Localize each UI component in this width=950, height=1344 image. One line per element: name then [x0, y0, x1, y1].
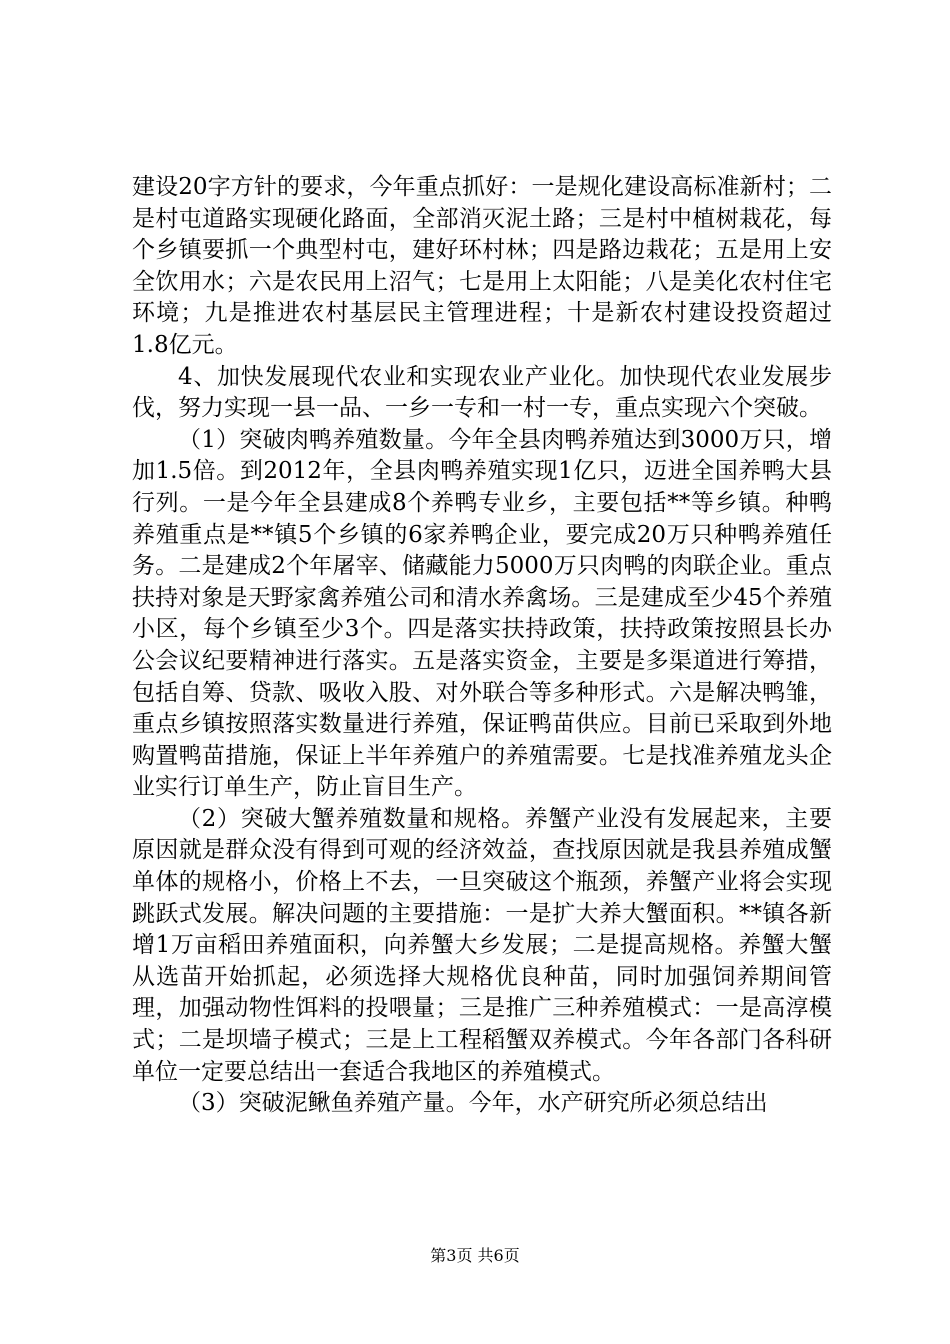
paragraph-loach-breeding: （3）突破泥鳅鱼养殖产量。今年，水产研究所必须总结出 — [178, 1090, 768, 1117]
paragraph-modern-agriculture: 4、加快发展现代农业和实现农业产业化。加快现代农业发展步伐，努力实现一县一品、一乡一专和一村一专，重点实现六个突破。 — [132, 363, 832, 422]
page-number-footer: 第3页 共6页 — [430, 1246, 520, 1265]
paragraph-duck-breeding: （1）突破肉鸭养殖数量。今年全县肉鸭养殖达到3000万只，增加1.5倍。到2012年，全县肉鸭养殖实现1亿只，迈进全国养鸭大县行列。一是今年全县建成8个养鸭专业乡，主要包括**等乡镇。种鸭养殖重点是**镇5个乡镇的6家养鸭企业，要完成20万只种鸭养殖任务。二是建成2个年屠宰、储藏能力5000万只肉鸭的肉联企业。重点扶持对象是天野家禽养殖公司和清水养禽场。三是建成至少45个养殖小区，每个乡镇至少3个。四是落实扶持政策，扶持政策按照县长办公会议纪要精神进行落实。五是落实资金，主要是多渠道进行筹措，包括自筹、贷款、吸收入股、对外联合等多种形式。六是解决鸭雏，重点乡镇按照落实数量进行养殖，保证鸭苗供应。目前已采取到外地购置鸭苗措施，保证上半年养殖户的养殖需要。七是找准养殖龙头企业实行订单生产，防止盲目生产。 — [132, 426, 832, 801]
paragraph-crab-breeding: （2）突破大蟹养殖数量和规格。养蟹产业没有发展起来，主要原因就是群众没有得到可观的经济效益，查找原因就是我县养殖成蟹单体的规格小，价格上不去，一旦突破这个瓶颈，养蟹产业将会实现跳跃式发展。解决问题的主要措施：一是扩大养大蟹面积。**镇各新增1万亩稻田养殖面积，向养蟹大乡发展；二是提高规格。养蟹大蟹从选苗开始抓起，必须选择大规格优良种苗，同时加强饲养期间管理，加强动物性饵料的投喂量；三是推广三种养殖模式：一是高淳模式；二是坝墙子模式；三是上工程稻蟹双养模式。今年各部门各科研单位一定要总结出一套适合我地区的养殖模式。 — [132, 805, 832, 1085]
paragraph-new-village-tasks: 建设20字方针的要求，今年重点抓好：一是规化建设高标准新村；二是村屯道路实现硬化路面，全部消灭泥土路；三是村中植树栽花，每个乡镇要抓一个典型村屯，建好环村林；四是路边栽花；五是用上安全饮用水；六是农民用上沼气；七是用上太阳能；八是美化农村住宅环境；九是推进农村基层民主管理进程；十是新农村建设投资超过1.8亿元。 — [132, 174, 832, 358]
document-body — [132, 172, 832, 1120]
